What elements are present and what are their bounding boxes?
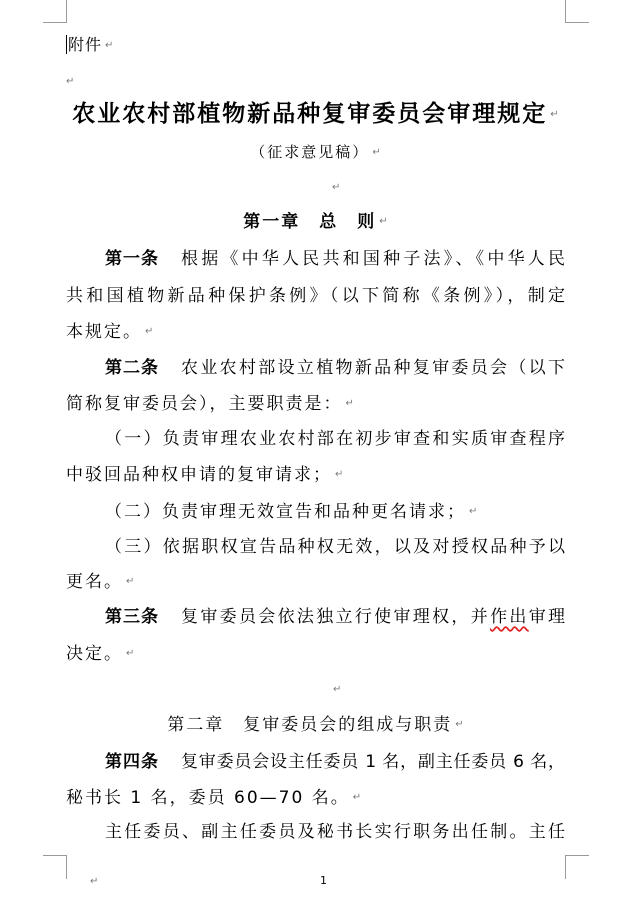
article-2-item-3-line-2 — [66, 570, 565, 594]
article-3-label: 第三条 — [105, 607, 159, 627]
paragraph-mark: ↵ — [333, 684, 342, 695]
crop-mark-top-right-h — [565, 22, 589, 23]
crop-mark-bottom-right-h — [565, 855, 589, 856]
article-2-item-3-line-1 — [105, 535, 565, 559]
article-1-line-2 — [66, 284, 565, 308]
article-4-text: 秘书长 1 名，委员 60—70 名。 — [66, 788, 350, 808]
article-1-text: 本规定。 — [66, 322, 142, 342]
article-3-text-after: 审理 — [528, 607, 566, 627]
paragraph-mark: ↵ — [126, 648, 135, 659]
paragraph-mark: ↵ — [145, 326, 154, 337]
article-3-text — [181, 605, 565, 629]
crop-mark-bottom-right-v — [565, 855, 566, 879]
paragraph-mark: ↵ — [455, 719, 464, 730]
article-4-label: 第四条 — [105, 752, 159, 772]
article-3-line-2 — [66, 642, 565, 666]
article-2-item-text: 中驳回品种权申请的复审请求； — [66, 465, 332, 485]
article-2-item-text: （三）依据职权宣告品种权无效，以及对授权品种予以 — [105, 537, 565, 557]
chapter-2-heading-text: 第二章 复审委员会的组成与职责 — [167, 715, 453, 735]
crop-mark-top-right-v — [565, 0, 566, 22]
article-2-text: 农业农村部设立植物新品种复审委员会（以下 — [181, 358, 565, 378]
paragraph-mark: ↵ — [550, 108, 559, 120]
chapter-1-heading-text: 第一章 总 则 — [243, 212, 377, 232]
crop-mark-top-left-h — [43, 22, 67, 23]
document-subtitle-text: （征求意见稿） — [250, 143, 370, 161]
document-title-text: 农业农村部植物新品种复审委员会审理规定 — [72, 101, 548, 127]
paragraph-mark: ↵ — [372, 146, 381, 158]
article-2-item-text: （二）负责审理无效宣告和品种更名请求； — [105, 502, 466, 522]
crop-mark-bottom-left-v — [66, 855, 67, 879]
empty-paragraph — [66, 70, 74, 94]
footer-paragraph-mark: ↵ — [90, 876, 99, 887]
paragraph-mark: ↵ — [379, 216, 388, 227]
document-title — [66, 98, 565, 130]
document-subtitle — [66, 140, 565, 164]
article-4-line-1 — [105, 750, 565, 774]
article-2-item-2-line-1 — [105, 500, 565, 524]
paragraph-5-line-1 — [105, 820, 565, 844]
paragraph-mark: ↵ — [469, 506, 478, 517]
paragraph-mark: ↵ — [105, 39, 114, 51]
article-4-text: 复审委员会设主任委员 1 名，副主任委员 6 名， — [181, 752, 565, 772]
article-1-line-3 — [66, 320, 565, 344]
paragraph-5-text: 主任委员、副主任委员及秘书长实行职务出任制。主任 — [105, 822, 565, 842]
page-number: 1 — [320, 874, 327, 887]
article-2-label: 第二条 — [105, 358, 159, 378]
article-2-item-1-line-1 — [105, 427, 565, 451]
paragraph-mark: ↵ — [332, 182, 341, 193]
empty-paragraph — [332, 176, 340, 200]
text-cursor — [66, 35, 67, 54]
crop-mark-top-left-v — [66, 0, 67, 22]
paragraph-mark: ↵ — [66, 76, 75, 87]
article-4-line-2 — [66, 786, 565, 810]
article-2-line-2 — [66, 392, 565, 416]
article-2-item-1-line-2 — [66, 463, 565, 487]
article-1-label: 第一条 — [105, 249, 159, 269]
article-2-item-text: （一）负责审理农业农村部在初步审查和实质审查程序 — [105, 429, 565, 449]
attachment-label-text: 附件 — [68, 35, 103, 54]
article-1-text: 根据《中华人民共和国种子法》、《中华人民 — [181, 249, 565, 269]
chapter-1-heading — [66, 210, 565, 234]
paragraph-mark: ↵ — [126, 576, 135, 587]
paragraph-mark: ↵ — [335, 469, 344, 480]
paragraph-mark: ↵ — [352, 792, 362, 803]
article-3-text: 决定。 — [66, 644, 123, 664]
paragraph-mark: ↵ — [345, 398, 354, 409]
empty-paragraph — [333, 678, 341, 702]
article-3-line-1 — [105, 605, 565, 629]
article-1-text: 共和国植物新品种保护条例》（以下简称《条例》），制定 — [66, 286, 565, 306]
article-1-line-1 — [105, 247, 565, 271]
article-2-item-text: 更名。 — [66, 572, 123, 592]
chapter-2-heading — [66, 713, 565, 737]
attachment-label — [68, 33, 113, 57]
article-3-text-before: 复审委员会依法独立行使审理权，并 — [181, 607, 491, 627]
crop-mark-bottom-left-h — [43, 855, 67, 856]
spellcheck-flagged-word[interactable]: 作出 — [490, 607, 529, 627]
article-2-text: 简称复审委员会），主要职责是： — [66, 394, 343, 414]
article-2-line-1 — [105, 356, 565, 380]
